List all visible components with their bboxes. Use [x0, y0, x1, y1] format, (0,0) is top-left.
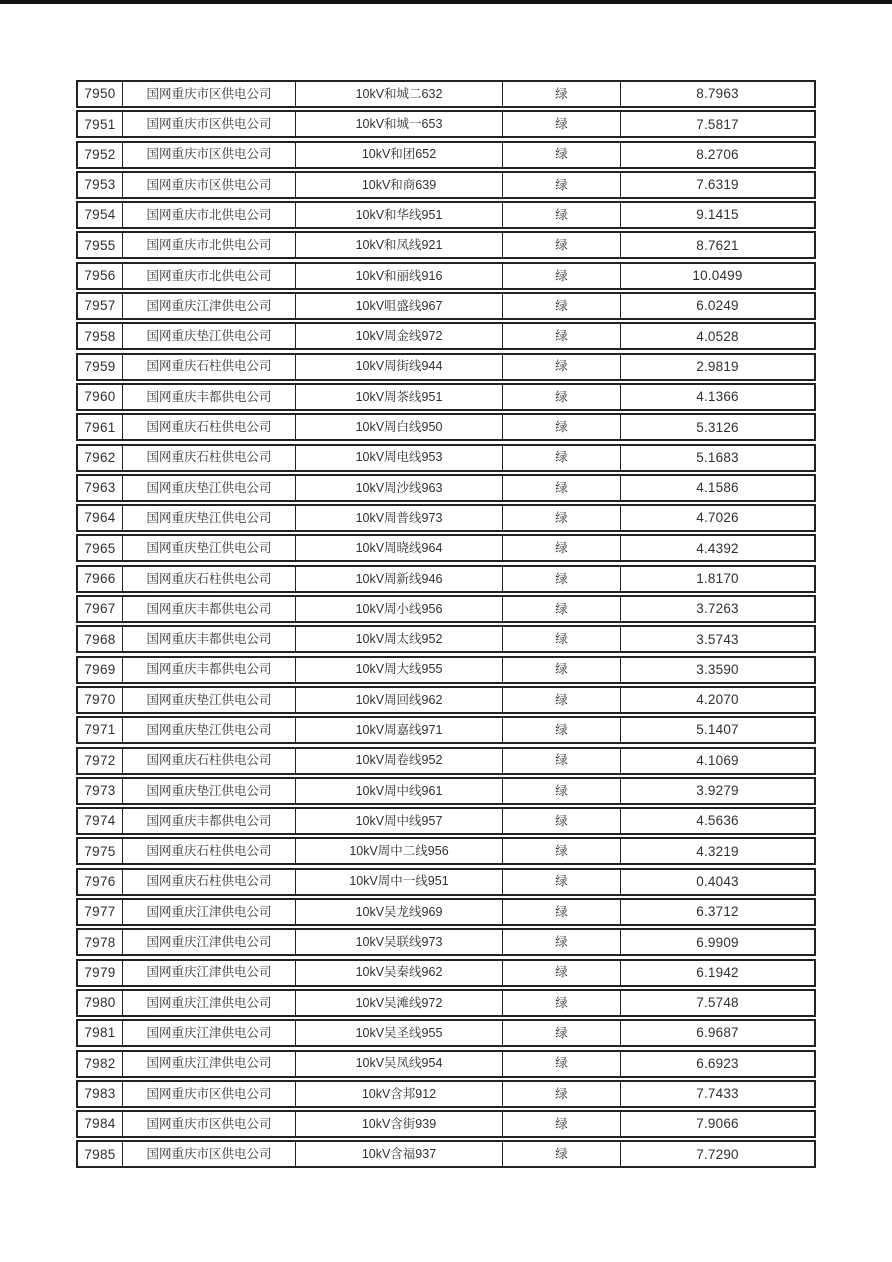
cell-line-name: 10kV周回线962	[296, 688, 503, 712]
cell-value: 1.8170	[696, 571, 739, 586]
cell-value: 8.7621	[696, 237, 739, 253]
cell-company-name: 国网重庆市北供电公司	[123, 233, 296, 257]
cell-company-name: 国网重庆江津供电公司	[123, 991, 296, 1015]
cell-company-name: 国网重庆丰都供电公司	[123, 627, 296, 651]
cell-line-name: 10kV和凤线921	[296, 233, 503, 257]
cell-serial-number: 7951	[78, 112, 123, 136]
cell-line-name: 10kV周普线973	[296, 506, 503, 530]
table-row	[76, 110, 816, 138]
cell-value: 4.5636	[696, 813, 739, 829]
cell-serial-number: 7976	[78, 870, 123, 894]
cell-value: 8.2706	[696, 146, 739, 162]
cell-line-name: 10kV周大线955	[296, 658, 503, 682]
cell-serial-number: 7973	[78, 779, 123, 803]
cell-status: 绿	[503, 112, 621, 136]
cell-company-name: 国网重庆市北供电公司	[123, 264, 296, 288]
cell-serial-number: 7980	[78, 991, 123, 1015]
cell-line-name: 10kV周小线956	[296, 597, 503, 621]
cell-line-name: 10kV周茶线951	[296, 385, 503, 409]
cell-line-name: 10kV吴凤线954	[296, 1052, 503, 1076]
cell-line-name: 10kV吴龙线969	[296, 900, 503, 924]
table-row	[76, 262, 816, 290]
table-row	[76, 656, 816, 684]
cell-company-name: 国网重庆石柱供电公司	[123, 446, 296, 470]
table-row	[76, 1019, 816, 1047]
cell-status: 绿	[503, 324, 621, 348]
cell-status: 绿	[503, 1052, 621, 1076]
cell-status: 绿	[503, 779, 621, 803]
table-row	[76, 534, 816, 562]
cell-value: 7.9066	[696, 1116, 739, 1132]
cell-line-name: 10kV和城二632	[296, 82, 503, 106]
cell-serial-number: 7966	[78, 567, 123, 591]
cell-serial-number: 7953	[78, 173, 123, 197]
cell-line-name: 10kV周中一线951	[296, 870, 503, 894]
table-row	[76, 474, 816, 502]
table-row	[76, 80, 816, 108]
cell-status: 绿	[503, 446, 621, 470]
table-row	[76, 868, 816, 896]
cell-status: 绿	[503, 900, 621, 924]
cell-status: 绿	[503, 1082, 621, 1106]
cell-line-name: 10kV周金线972	[296, 324, 503, 348]
cell-company-name: 国网重庆垫江供电公司	[123, 506, 296, 530]
cell-serial-number: 7975	[78, 839, 123, 863]
cell-line-name: 10kV周街线944	[296, 355, 503, 379]
cell-status: 绿	[503, 930, 621, 954]
table-row	[76, 595, 816, 623]
cell-value: 6.3712	[696, 904, 739, 920]
cell-status: 绿	[503, 991, 621, 1015]
cell-status: 绿	[503, 173, 621, 197]
cell-line-name: 10kV含街939	[296, 1112, 503, 1136]
cell-line-name: 10kV周晓线964	[296, 536, 503, 560]
table-row	[76, 1080, 816, 1108]
cell-line-name: 10kV周白线950	[296, 415, 503, 439]
cell-serial-number: 7974	[78, 809, 123, 833]
cell-status: 绿	[503, 567, 621, 591]
cell-serial-number: 7984	[78, 1112, 123, 1136]
cell-company-name: 国网重庆市区供电公司	[123, 1142, 296, 1166]
cell-status: 绿	[503, 718, 621, 742]
cell-serial-number: 7968	[78, 627, 123, 651]
cell-line-name: 10kV和丽线916	[296, 264, 503, 288]
cell-value: 0.4043	[696, 873, 739, 889]
cell-company-name: 国网重庆丰都供电公司	[123, 658, 296, 682]
cell-value: 7.6319	[696, 177, 739, 193]
cell-serial-number: 7983	[78, 1082, 123, 1106]
cell-status: 绿	[503, 1142, 621, 1166]
table-row	[76, 353, 816, 381]
cell-line-name: 10kV周电线953	[296, 446, 503, 470]
cell-value: 6.9909	[696, 934, 739, 950]
cell-value: 4.1069	[696, 752, 739, 768]
table-row	[76, 837, 816, 865]
table-row	[76, 625, 816, 653]
cell-status: 绿	[503, 627, 621, 651]
cell-status: 绿	[503, 264, 621, 288]
cell-company-name: 国网重庆垫江供电公司	[123, 476, 296, 500]
cell-line-name: 10kV和城一653	[296, 112, 503, 136]
cell-line-name: 10kV吴秦线962	[296, 961, 503, 985]
cell-value: 7.7290	[696, 1146, 739, 1162]
cell-line-name: 10kV周卷线952	[296, 749, 503, 773]
cell-value: 4.1586	[696, 480, 739, 496]
cell-serial-number: 7964	[78, 506, 123, 530]
cell-value: 10.0499	[692, 268, 743, 284]
cell-value: 6.0249	[696, 298, 739, 314]
cell-company-name: 国网重庆垫江供电公司	[123, 324, 296, 348]
cell-serial-number: 7972	[78, 749, 123, 773]
cell-serial-number: 7963	[78, 476, 123, 500]
cell-value: 4.1366	[696, 389, 739, 405]
cell-company-name: 国网重庆江津供电公司	[123, 961, 296, 985]
cell-status: 绿	[503, 597, 621, 621]
table-row	[76, 777, 816, 805]
cell-serial-number: 7960	[78, 385, 123, 409]
cell-line-name: 10kV周中线957	[296, 809, 503, 833]
cell-value: 4.7026	[696, 510, 739, 526]
cell-serial-number: 7978	[78, 930, 123, 954]
cell-line-name: 10kV含邦912	[296, 1082, 503, 1106]
cell-line-name: 10kV和商639	[296, 173, 503, 197]
cell-company-name: 国网重庆垫江供电公司	[123, 688, 296, 712]
cell-company-name: 国网重庆市区供电公司	[123, 143, 296, 167]
cell-value: 6.6923	[696, 1055, 739, 1071]
cell-value: 3.5743	[696, 631, 739, 647]
cell-line-name: 10kV周新线946	[296, 567, 503, 591]
cell-status: 绿	[503, 143, 621, 167]
cell-company-name: 国网重庆市北供电公司	[123, 203, 296, 227]
cell-serial-number: 7961	[78, 415, 123, 439]
cell-company-name: 国网重庆江津供电公司	[123, 1021, 296, 1045]
cell-company-name: 国网重庆江津供电公司	[123, 900, 296, 924]
table-row	[76, 1110, 816, 1138]
cell-serial-number: 7967	[78, 597, 123, 621]
cell-value: 4.0528	[696, 328, 739, 344]
cell-value: 5.3126	[696, 419, 739, 435]
table-row	[76, 413, 816, 441]
cell-company-name: 国网重庆石柱供电公司	[123, 870, 296, 894]
cell-status: 绿	[503, 203, 621, 227]
cell-status: 绿	[503, 536, 621, 560]
table-row	[76, 201, 816, 229]
cell-serial-number: 7955	[78, 233, 123, 257]
cell-value: 8.7963	[696, 86, 739, 102]
cell-serial-number: 7957	[78, 294, 123, 318]
cell-value: 7.5817	[696, 116, 739, 132]
cell-line-name: 10kV咀盛线967	[296, 294, 503, 318]
cell-serial-number: 7977	[78, 900, 123, 924]
table-row	[76, 716, 816, 744]
cell-company-name: 国网重庆丰都供电公司	[123, 385, 296, 409]
cell-serial-number: 7954	[78, 203, 123, 227]
table-row	[76, 898, 816, 926]
cell-value: 4.3219	[696, 843, 739, 859]
cell-status: 绿	[503, 1112, 621, 1136]
cell-value: 2.9819	[696, 358, 739, 374]
cell-company-name: 国网重庆石柱供电公司	[123, 355, 296, 379]
cell-status: 绿	[503, 870, 621, 894]
cell-status: 绿	[503, 355, 621, 379]
cell-status: 绿	[503, 1021, 621, 1045]
cell-line-name: 10kV吴圣线955	[296, 1021, 503, 1045]
cell-status: 绿	[503, 82, 621, 106]
table-row	[76, 1050, 816, 1078]
cell-value: 3.3590	[696, 661, 739, 677]
cell-value: 7.7433	[696, 1086, 739, 1102]
cell-status: 绿	[503, 294, 621, 318]
cell-company-name: 国网重庆市区供电公司	[123, 82, 296, 106]
cell-value: 3.7263	[696, 601, 739, 617]
cell-value: 5.1683	[696, 449, 739, 465]
cell-company-name: 国网重庆市区供电公司	[123, 1082, 296, 1106]
cell-serial-number: 7982	[78, 1052, 123, 1076]
cell-value: 5.1407	[696, 722, 739, 738]
cell-company-name: 国网重庆丰都供电公司	[123, 597, 296, 621]
table-row	[76, 444, 816, 472]
cell-serial-number: 7958	[78, 324, 123, 348]
cell-value: 7.5748	[696, 995, 739, 1011]
cell-line-name: 10kV吴滩线972	[296, 991, 503, 1015]
table-row	[76, 322, 816, 350]
cell-line-name: 10kV和团652	[296, 143, 503, 167]
cell-line-name: 10kV含福937	[296, 1142, 503, 1166]
cell-serial-number: 7970	[78, 688, 123, 712]
cell-status: 绿	[503, 961, 621, 985]
cell-line-name: 10kV吴联线973	[296, 930, 503, 954]
cell-status: 绿	[503, 688, 621, 712]
cell-value: 6.9687	[696, 1025, 739, 1041]
cell-serial-number: 7965	[78, 536, 123, 560]
cell-serial-number: 7956	[78, 264, 123, 288]
cell-serial-number: 7962	[78, 446, 123, 470]
table-row	[76, 171, 816, 199]
cell-company-name: 国网重庆石柱供电公司	[123, 415, 296, 439]
cell-company-name: 国网重庆江津供电公司	[123, 294, 296, 318]
cell-value: 6.1942	[696, 964, 739, 980]
cell-company-name: 国网重庆垫江供电公司	[123, 779, 296, 803]
cell-line-name: 10kV周沙线963	[296, 476, 503, 500]
cell-status: 绿	[503, 749, 621, 773]
cell-line-name: 10kV周中线961	[296, 779, 503, 803]
page-top-border	[0, 0, 892, 4]
cell-line-name: 10kV周中二线956	[296, 839, 503, 863]
cell-company-name: 国网重庆市区供电公司	[123, 1112, 296, 1136]
table-row	[76, 686, 816, 714]
cell-status: 绿	[503, 839, 621, 863]
cell-status: 绿	[503, 415, 621, 439]
table-row	[76, 565, 816, 593]
cell-company-name: 国网重庆市区供电公司	[123, 112, 296, 136]
cell-line-name: 10kV周太线952	[296, 627, 503, 651]
cell-serial-number: 7969	[78, 658, 123, 682]
cell-line-name: 10kV周嘉线971	[296, 718, 503, 742]
table-row	[76, 383, 816, 411]
cell-status: 绿	[503, 506, 621, 530]
cell-serial-number: 7981	[78, 1021, 123, 1045]
table-row	[76, 747, 816, 775]
table-row	[76, 292, 816, 320]
cell-company-name: 国网重庆江津供电公司	[123, 930, 296, 954]
table-row	[76, 928, 816, 956]
table-row	[76, 959, 816, 987]
cell-company-name: 国网重庆垫江供电公司	[123, 718, 296, 742]
table-row	[76, 504, 816, 532]
table-row	[76, 231, 816, 259]
cell-value: 9.1415	[696, 207, 739, 223]
cell-line-name: 10kV和华线951	[296, 203, 503, 227]
cell-status: 绿	[503, 658, 621, 682]
cell-company-name: 国网重庆江津供电公司	[123, 1052, 296, 1076]
cell-company-name: 国网重庆石柱供电公司	[123, 567, 296, 591]
table-row	[76, 1140, 816, 1168]
cell-status: 绿	[503, 809, 621, 833]
table-row	[76, 141, 816, 169]
cell-serial-number: 7979	[78, 961, 123, 985]
data-table	[76, 80, 816, 1168]
cell-company-name: 国网重庆石柱供电公司	[123, 749, 296, 773]
table-row	[76, 989, 816, 1017]
cell-status: 绿	[503, 233, 621, 257]
cell-value: 3.9279	[696, 783, 739, 799]
cell-company-name: 国网重庆垫江供电公司	[123, 536, 296, 560]
cell-company-name: 国网重庆石柱供电公司	[123, 839, 296, 863]
cell-value: 4.4392	[696, 540, 739, 556]
cell-serial-number: 7952	[78, 143, 123, 167]
cell-serial-number: 7959	[78, 355, 123, 379]
cell-company-name: 国网重庆丰都供电公司	[123, 809, 296, 833]
cell-serial-number: 7971	[78, 718, 123, 742]
cell-serial-number: 7985	[78, 1142, 123, 1166]
cell-company-name: 国网重庆市区供电公司	[123, 173, 296, 197]
cell-serial-number: 7950	[78, 82, 123, 106]
cell-value: 4.2070	[696, 692, 739, 708]
cell-status: 绿	[503, 476, 621, 500]
cell-status: 绿	[503, 385, 621, 409]
table-row	[76, 807, 816, 835]
